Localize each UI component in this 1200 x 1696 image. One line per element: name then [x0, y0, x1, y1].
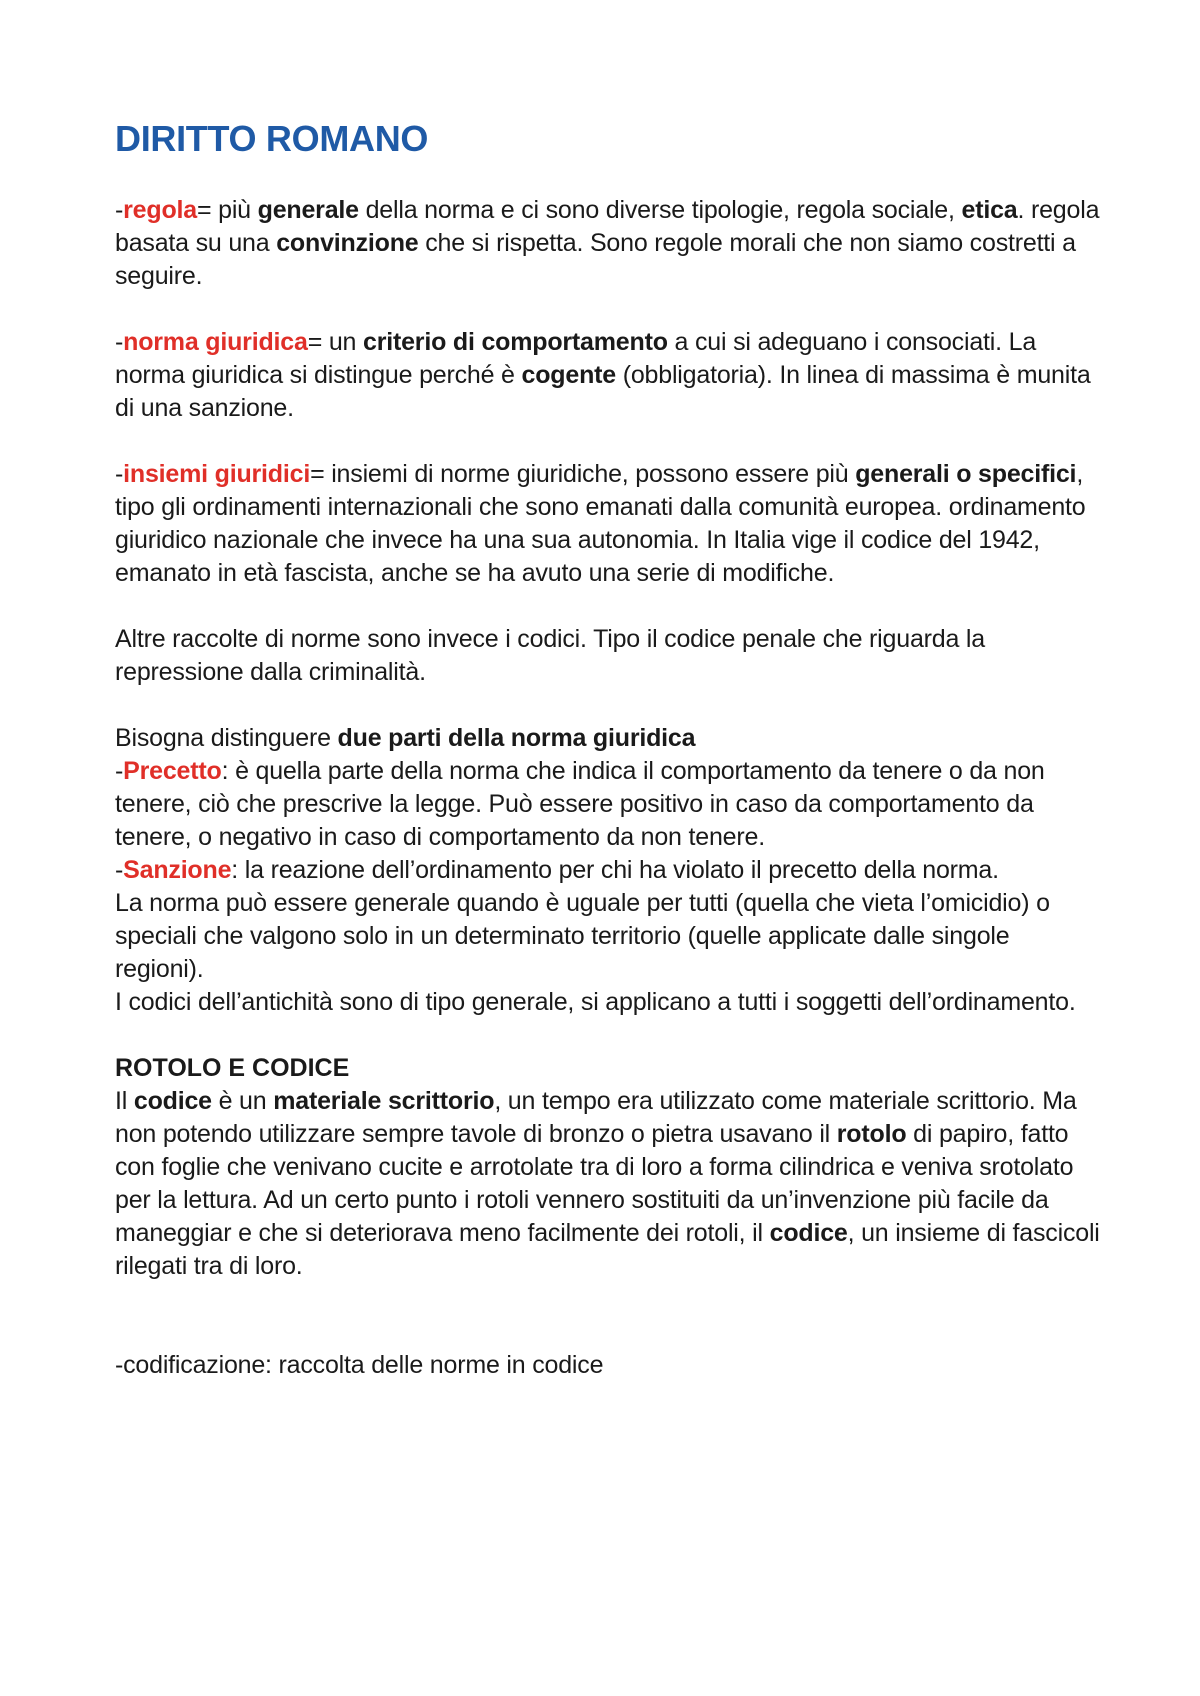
spacer: [115, 293, 1100, 326]
document-title: DIRITTO ROMANO: [115, 118, 429, 159]
paragraph-due-parti: [115, 722, 1100, 755]
text: , tipo gli ordinamenti internazionali che sono emanati dalla comunità europea. ordinamento giuridico nazionale che invece ha una sua autonomia. In Italia vige il codice del 1942, emanato in età fascista, anche se ha avuto una serie di modifiche.: [115, 460, 1086, 587]
bold-text: rotolo: [836, 1120, 907, 1148]
text: . regola basata su una: [115, 196, 1100, 257]
text: a cui si adeguano i consociati. La norma giuridica si distingue perché è: [115, 328, 1037, 389]
bold-text: cogente: [521, 361, 616, 389]
paragraph-codici: Altre raccolte di norme sono invece i codici. Tipo il codice penale che riguarda la repressione dalla criminalità.: [115, 625, 985, 686]
text: = un: [307, 328, 363, 356]
paragraph-insiemi-giuridici: [115, 458, 1100, 590]
text: di papiro, fatto con foglie che venivano cucite e arrotolate tra di loro a forma cilindrica e veniva srotolato per la lettura. Ad un certo punto i rotoli vennero sostituiti da un’invenzione più facile da maneggiar e che si deteriorava meno facilmente dei rotoli, il: [115, 1120, 1074, 1247]
dash: -: [115, 328, 124, 356]
paragraph-rotolo-codice: [115, 1085, 1100, 1283]
text: (obbligatoria). In linea di massima è munita di una sanzione.: [115, 361, 1091, 422]
paragraph-regola: [115, 194, 1100, 293]
bold-text: etica: [961, 196, 1018, 224]
text: Bisogna distinguere: [115, 724, 338, 752]
text: Il: [115, 1087, 134, 1115]
paragraph-sanzione: [115, 854, 1100, 887]
term-insiemi-giuridici: insiemi giuridici: [123, 460, 311, 488]
text: che si rispetta. Sono regole morali che non siamo costretti a seguire.: [115, 229, 1076, 290]
term-regola: regola: [123, 196, 197, 224]
text: della norma e ci sono diverse tipologie, regola sociale,: [358, 196, 962, 224]
spacer: [115, 689, 1100, 722]
bold-text: criterio di comportamento: [363, 328, 668, 356]
dash: -: [115, 757, 124, 785]
dash: -: [115, 856, 124, 884]
bold-text: codice: [769, 1219, 848, 1247]
bold-text: convinzione: [276, 229, 419, 257]
paragraph-codificazione: -codificazione: raccolta delle norme in codice: [115, 1351, 604, 1379]
text: , un insieme di fascicoli rilegati tra di loro.: [115, 1219, 1100, 1280]
bold-text: generali o specifici: [855, 460, 1077, 488]
bold-text: materiale scrittorio: [273, 1087, 495, 1115]
paragraph-codici-antichita: I codici dell’antichità sono di tipo generale, si applicano a tutti i soggetti dell’ordinamento.: [115, 988, 1076, 1016]
term-precetto: Precetto: [123, 757, 222, 785]
bold-text: due parti della norma giuridica: [337, 724, 696, 752]
spacer: [115, 1019, 1100, 1052]
text: : la reazione dell’ordinamento per chi ha violato il precetto della norma.: [231, 856, 999, 884]
text: , un tempo era utilizzato come materiale scrittorio. Ma non potendo utilizzare sempre tavole di bronzo o pietra usavano il: [115, 1087, 1077, 1148]
text: = più: [196, 196, 258, 224]
spacer: [115, 1283, 1100, 1349]
spacer: [115, 425, 1100, 458]
bold-text: generale: [257, 196, 359, 224]
spacer: [115, 590, 1100, 623]
text: = insiemi di norme giuridiche, possono essere più: [310, 460, 856, 488]
paragraph-norma-giuridica: [115, 326, 1100, 425]
term-norma-giuridica: norma giuridica: [123, 328, 308, 356]
paragraph-norma-generale: La norma può essere generale quando è uguale per tutti (quella che vieta l’omicidio) o speciali che valgono solo in un determinato territorio (quelle applicate dalle singole regioni).: [115, 889, 1050, 983]
text: è un: [211, 1087, 274, 1115]
bold-text: codice: [133, 1087, 212, 1115]
text: : è quella parte della norma che indica il comportamento da tenere o da non tenere, ciò che prescrive la legge. Può essere positivo in caso da comportamento da tenere, o negativo in caso di comportamento da non tenere.: [115, 757, 1045, 851]
term-sanzione: Sanzione: [123, 856, 232, 884]
dash: -: [115, 196, 124, 224]
dash: -: [115, 460, 124, 488]
paragraph-precetto: [115, 755, 1100, 854]
section-heading-rotolo-codice: ROTOLO E CODICE: [115, 1054, 350, 1082]
